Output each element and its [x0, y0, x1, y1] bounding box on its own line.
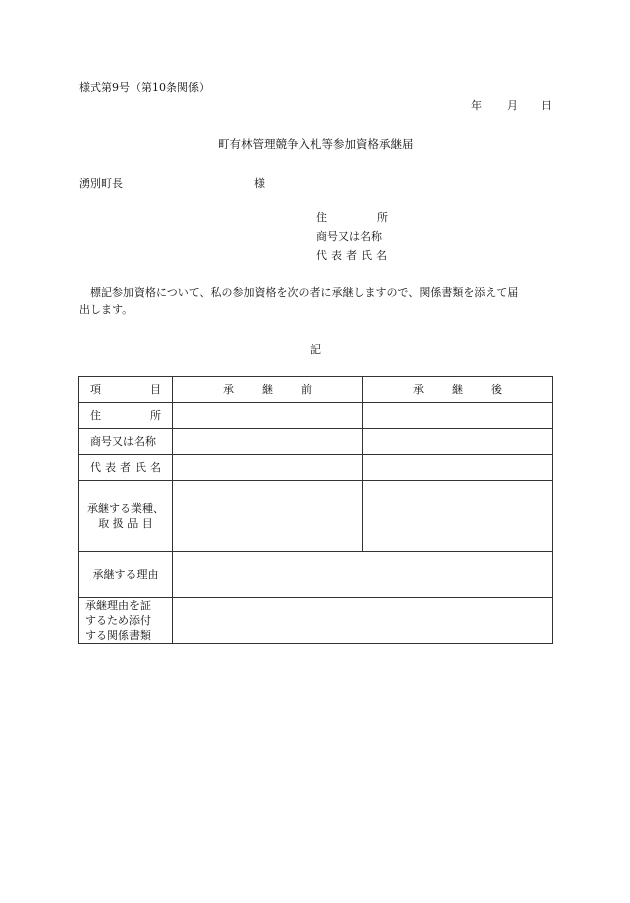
form-number: 様式第9号（第10条関係）: [79, 81, 210, 94]
date-year: 年: [471, 99, 482, 112]
table-row: [79, 552, 553, 598]
note-heading: 記: [310, 343, 321, 356]
documents-cell[interactable]: [173, 598, 553, 644]
body-text-line-2: 出します。: [79, 303, 134, 316]
reason-cell[interactable]: [173, 552, 553, 598]
documents-label-cell: 承継理由を証 するため添付 する関係書類: [79, 598, 173, 644]
applicant-address-label: 住 所: [316, 211, 388, 224]
business-lines-before-cell[interactable]: [173, 481, 363, 552]
table-row: [79, 429, 553, 455]
header-before-cell: 承 継 前: [173, 377, 363, 403]
reason-label-cell: 承継する理由: [79, 552, 173, 598]
address-after-cell[interactable]: [363, 403, 553, 429]
table-header-row: [79, 377, 553, 403]
representative-before-cell[interactable]: [173, 455, 363, 481]
table-row: [79, 598, 553, 644]
addressee: 湧別町長: [79, 177, 123, 190]
company-label-cell: 商号又は名称: [79, 429, 173, 455]
header-after-cell: 承 継 後: [363, 377, 553, 403]
applicant-rep-label: 代 表 者 氏 名: [316, 249, 387, 262]
date-day: 日: [541, 99, 552, 112]
honorific: 様: [254, 177, 265, 190]
representative-label-cell: 代 表 者 氏 名: [79, 455, 173, 481]
table-row: [79, 403, 553, 429]
address-label-cell: 住 所: [79, 403, 173, 429]
address-before-cell[interactable]: [173, 403, 363, 429]
date-month: 月: [507, 99, 518, 112]
company-before-cell[interactable]: [173, 429, 363, 455]
table-row: [79, 455, 553, 481]
header-item-cell: 項 目: [79, 377, 173, 403]
succession-table: [78, 376, 553, 644]
business-lines-label-cell: 承継する業種、 取 扱 品 目: [79, 481, 173, 552]
representative-after-cell[interactable]: [363, 455, 553, 481]
document-title: 町有林管理競争入札等参加資格承継届: [218, 137, 414, 151]
applicant-company-label: 商号又は名称: [316, 230, 382, 243]
business-lines-after-cell[interactable]: [363, 481, 553, 552]
body-text-line-1: 標記参加資格について、私の参加資格を次の者に承継しますので、関係書類を添えて届: [90, 286, 519, 299]
table-row: [79, 481, 553, 552]
company-after-cell[interactable]: [363, 429, 553, 455]
